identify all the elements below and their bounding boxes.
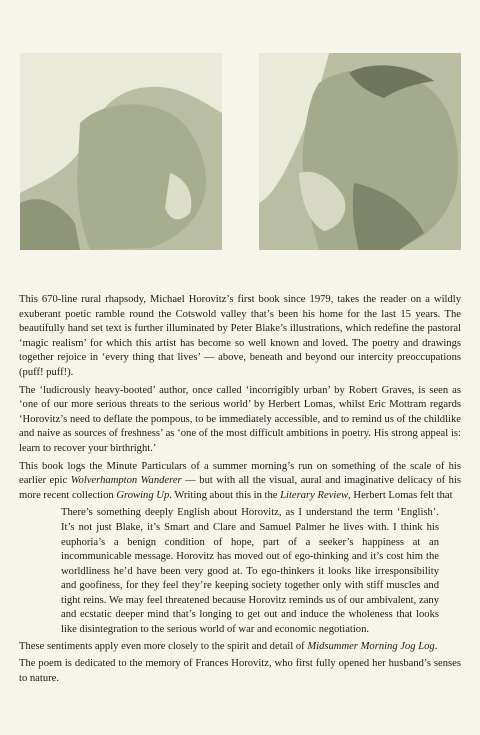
illustrator-portrait-photo: [259, 53, 461, 250]
paragraph-dedication: The poem is dedicated to the memory of Frances Horovitz, who first fully opened her husband’s senses to nature.: [19, 658, 461, 684]
body-text: [19, 293, 461, 689]
paragraph-context-part3: . Writing about this in the: [169, 489, 281, 501]
paragraph-context: [19, 460, 461, 504]
paragraph-sentiments-part1: These sentiments apply even more closely to the spirit and detail of: [19, 640, 308, 652]
author-portrait-photo: [20, 53, 222, 250]
paragraph-context-part4: , Herbert Lomas felt that: [348, 489, 453, 501]
book-title-wolverhampton: Wolverhampton Wanderer: [70, 475, 182, 487]
paragraph-sentiments: [19, 640, 461, 655]
book-title-midsummer: Midsummer Morning Jog Log: [307, 640, 435, 652]
book-title-growing-up: Growing Up: [116, 489, 170, 501]
paragraph-reception: The ‘ludicrously heavy-booted’ author, once called ‘incorrigibly urban’ by Robert Graves, is seen as ‘one of our more serious threats to the serious world’ by Herbert Lomas, whilst Eric Mottram regards ‘Horovitz’s need to deflate the pompous, to be immediately accessible, and to remind us of the childlike and naive as sources of freshness’ as ‘one of the most difficult ambitions in poetry. His strong appeal is: learn to recover your birthright.’: [19, 384, 461, 454]
block-quote: There’s something deeply English about Horovitz, as I understand the term ‘English’. It’s not just Blake, it’s Smart and Clare and Samuel Palmer he lives with. I think his euphoria’s a benign condition of hope, part of a seeker’s happiness at an incommunicable message. Horovitz has moved out of ego-thinking and it’s cost him the worldliness he’d have been very good at. To ego-thinkers it looks like irresponsibility and goofiness, for they feel they’re keeping society together only with stiff muscles and tight reins. We may feel threatened because Horovitz reminds us of our ambivalent, zany and ecstatic deeper mind that’s longing to get out and induce the wholeness that looks like disintegration to the serious world of war and economic negotiation.: [61, 507, 439, 636]
paragraph-intro: This 670-line rural rhapsody, Michael Horovitz’s first book since 1979, takes the reader on a wildly exuberant poetic ramble round the Cotswold valley that’s been his home for the last 15 years. The beautifully hand set text is further illuminated by Peter Blake’s illustrations, which redefine the pastoral ‘magic realism’ for which this artist has become so well known and loved. The poetry and drawings together rejoice in ‘every thing that lives’ — above, beneath and beyond our intercity preoccupations (puff! puff!).: [19, 294, 461, 378]
journal-title-literary-review: Literary Review: [280, 489, 349, 501]
paragraph-context-part1: This book logs the Minute Particulars of a summer morning’s run on something of the scale of his earlier epic: [19, 460, 461, 487]
paragraph-sentiments-part2: .: [434, 640, 438, 652]
paragraph-context-part2: — but with all the visual, aural and imaginative delicacy of his more recent collection: [19, 475, 461, 501]
